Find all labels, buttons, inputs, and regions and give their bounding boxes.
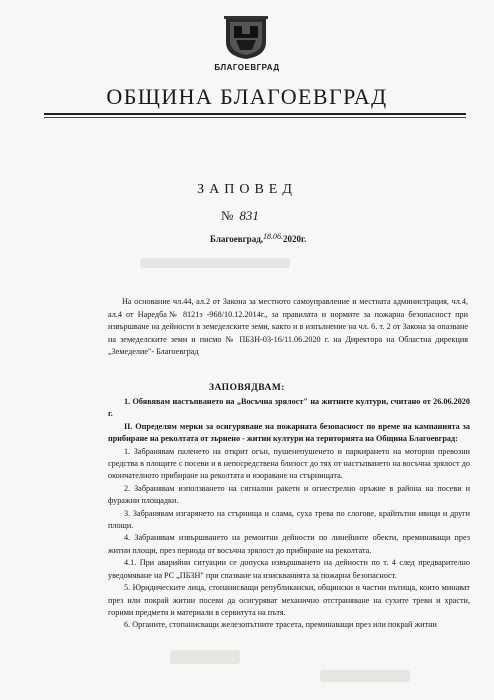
decree-sub-5: 5. Юридическите лица, стопанисващи републикански, общински и частни пътища, които минават през или покрай житни посеви да осигуряват механично отстраняване на сухите треви и храсти, горими предмети и материали в сервитута на пътя. [108,583,470,617]
decree-sub-6: 6. Органите, стопанисващи железопътните трасета, преминаващи през или покрай житни [124,620,437,630]
decree-sub-1: 1. Забранявам паленето на открит огън, пушенепушенето и паркирането на моторни превозни средства в площите с посеви и в непосредствена близост до тях от настъпването на восъчна зрялост до окончателното прибиране на реколтата и изораване на стърнищата. [108,446,470,481]
scan-artifact [320,670,410,682]
decree-sub-2: 2. Забранявам използването на сигнални ракети и огнестрелно оръжие в района на посеви и фуражни площадки. [108,483,470,506]
coat-of-arms-icon [222,16,270,60]
header-rule-thin [44,117,466,118]
scan-artifact [140,258,290,268]
intro-paragraph [108,296,468,359]
handwritten-number: 831 [239,208,259,223]
decree-body [108,396,470,632]
document-title: ЗАПОВЕД [197,182,297,197]
decree-item-2: II. Определям мерки за осигуряване на пожарната безопасност по време на кампанията за прибиране на реколтата от зърнено - житни култури на територията на Община Благоевград: [108,421,470,444]
decree-sub-4: 4. Забранявам извършването на ремонтни дейности по линейните обекти, преминаващи през житни площи, през периода от восъчна зрялост до прибиране на реколтата. [108,533,470,555]
decree-heading: ЗАПОВЯДВАМ: [209,383,285,393]
crest-label: БЛАГОЕВГРАД [214,63,280,72]
municipality-title: ОБЩИНА БЛАГОЕВГРАД [106,84,388,109]
decree-item-1: 1. Обявявам настъпването на „Восъчна зрялост" на житните култури, считано от 26.06.2020 г. [108,397,470,419]
scan-artifact [170,650,240,664]
handwritten-date: 18.06. [263,232,283,241]
number-label: № [221,208,234,223]
intro-text: На основание чл.44, ал.2 от Закона за местното самоуправление и местната администрация, чл.4, ал.4 от Наредба№ 8121з -968/10.12.2014г., за правилата и нормите за пожарна безопасност при извършване на дейности в земеделските земи, както и в изпълнение на чл. 6. т. 2 от Закона за опазване на земеделските земи и писмо № ПБЗН-03-16/11.06.2020 г. на Директора на Областна дирекция „Земеделие"- Благоевград [108,297,468,357]
order-number [221,208,259,224]
decree-sub-3: 3. Забранявам изгарянето на стърнища и слама, суха трева по слогове, крайпътни ивици и други площи. [108,508,470,531]
order-date [210,234,306,244]
date-prefix: Благоевград, [210,234,263,244]
decree-sub-4-1: 4.1. При аварийни ситуации се допуска извършването на дейности по т. 4 след предварително уведомяване на РС „ПБЗН" при спазване на изискванията за пожарна безопасност. [108,558,470,580]
date-suffix: 2020г. [283,234,307,244]
header-rule [44,113,466,115]
